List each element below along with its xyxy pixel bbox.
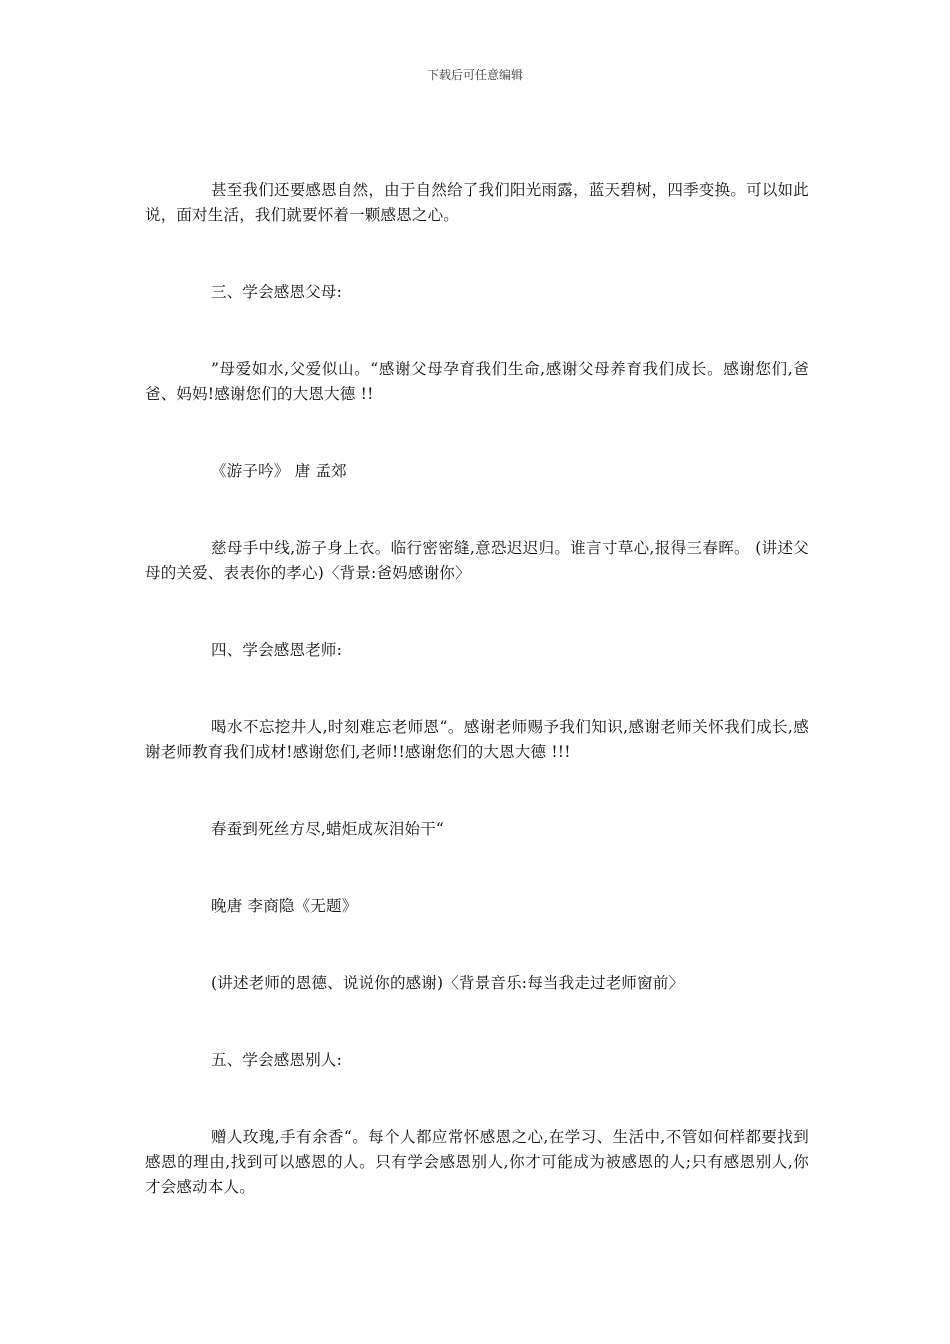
section-heading-parents: 三、学会感恩父母: bbox=[211, 283, 343, 301]
section-heading-teachers: 四、学会感恩老师: bbox=[211, 641, 343, 659]
paragraph-parents-love: ”母爱如水,父爱似山。“感谢父母孕育我们生命,感谢父母养育我们成长。感谢您们,爸爸、妈妈!感谢您们的大恩大德 !! bbox=[145, 360, 809, 403]
section-heading-others: 五、学会感恩别人: bbox=[211, 1051, 343, 1069]
paragraph-teacher-activity: (讲述老师的恩德、说说你的感谢)〈背景音乐:每当我走过老师窗前〉 bbox=[211, 974, 685, 992]
paragraph-gratitude-nature: 甚至我们还要感恩自然，由于自然给了我们阳光雨露，蓝天碧树，四季变换。可以如此说，面对生活，我们就要怀着一颗感恩之心。 bbox=[145, 181, 809, 224]
poem-line-silkworm: 春蚕到死丝方尽,蜡炬成灰泪始干“ bbox=[211, 820, 445, 838]
page-header: 下载后可任意编辑 bbox=[426, 68, 523, 82]
paragraph-gratitude-others: 赠人玫瑰,手有余香“。每个人都应常怀感恩之心,在学习、生活中,不管如何样都要找到感恩的理由,找到可以感恩的人。只有学会感恩别人,你才可能成为被感恩的人;只有感恩别人,你才会感动本人。 bbox=[145, 1128, 809, 1196]
poem-title-youziyin: 《游子吟》 唐 孟郊 bbox=[211, 462, 347, 480]
paragraph-youziyin-poem: 慈母手中线,游子身上衣。临行密密缝,意恐迟迟归。谁言寸草心,报得三春晖。 (讲述父母的关爱、表表你的孝心)〈背景:爸妈感谢你〉 bbox=[145, 539, 809, 582]
paragraph-teachers-gratitude: 喝水不忘挖井人,时刻难忘老师恩“。感谢老师赐予我们知识,感谢老师关怀我们成长,感谢老师教育我们成材!感谢您们,老师!!感谢您们的大恩大德 !!! bbox=[145, 718, 809, 761]
document-body bbox=[145, 178, 809, 1200]
poem-attribution-wuti: 晚唐 李商隐《无题》 bbox=[211, 897, 358, 915]
